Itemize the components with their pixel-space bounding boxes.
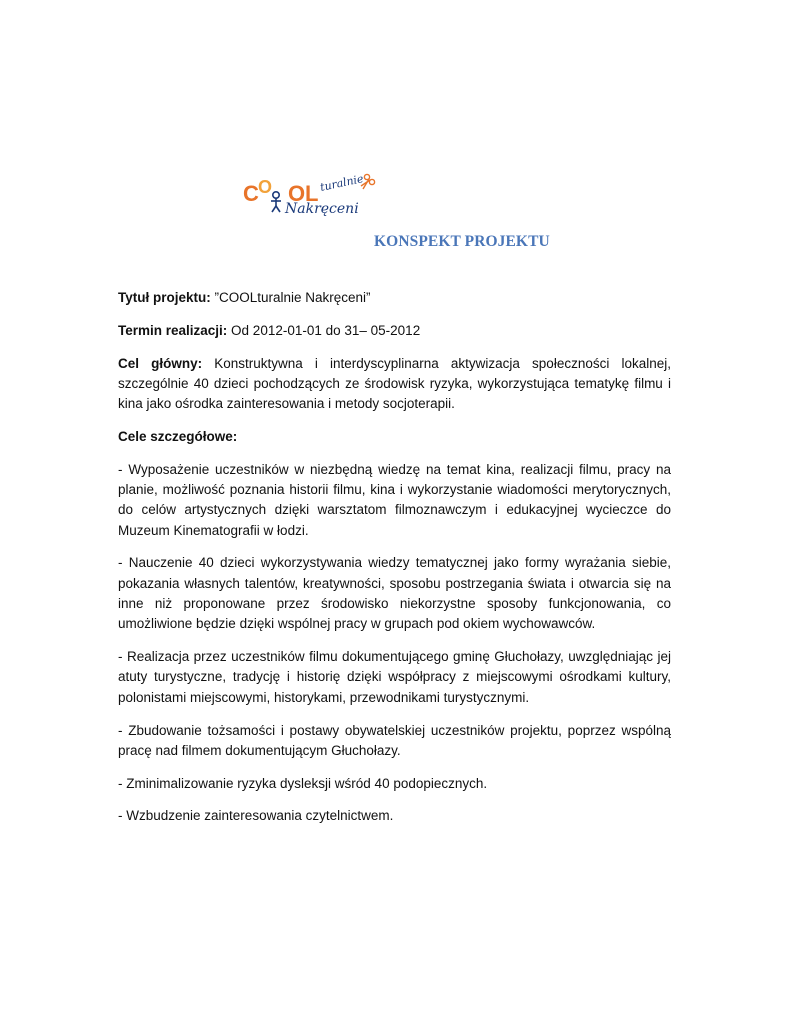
goal-item: - Nauczenie 40 dzieci wykorzystywania wiedzy tematycznej jako formy wyrażania siebie, pokazania własnych talentów, kreatywności, sposobu postrzegania świata i otwarcia się na inne niż proponowane przez środowisko niekorzystne sposoby funkcjonowania, co umożliwione będzie dzięki wspólnej pracy w grupach pod okiem wychowawców. (118, 555, 671, 632)
goal-item: - Zbudowanie tożsamości i postawy obywatelskiej uczestników projektu, poprzez wspólną pracę nad filmem dokumentującym Głuchołazy. (118, 722, 671, 758)
goal-item: - Wyposażenie uczestników w niezbędną wiedzę na temat kina, realizacji filmu, pracy na planie, możliwość poznania historii filmu, kina i wykorzystanie wiadomości merytorycznych, do celów artystycznych dzięki warsztatom filmoznawczym i edukacyjnej wycieczce do Muzeum Kinematografii w łodzi. (118, 461, 671, 538)
logo-letter-l: L (305, 181, 319, 206)
goal-item: - Realizacja przez uczestników filmu dokumentującego gminę Głuchołazy, uwzględniając jej atuty turystyczne, tradycję i historię dzięki współpracy z miejscowymi ośrodkami kultury, polonistami miejscowymi, historykami, przewodnikami turystycznymi. (118, 649, 671, 705)
project-term-paragraph (118, 321, 671, 341)
project-title-paragraph (118, 288, 671, 308)
logo-letter-c: C (243, 181, 259, 206)
figure-icon (271, 192, 281, 212)
goal-item: - Zminimalizowanie ryzyka dysleksji wśród 40 podopiecznych. (118, 775, 488, 791)
project-term-value: Od 2012-01-01 do 31– 05-2012 (227, 322, 421, 338)
project-title-label: Tytuł projektu: (118, 290, 211, 305)
project-logo (243, 170, 379, 220)
page-title: KONSPEKT PROJEKTU (374, 233, 550, 250)
logo-nakreceni: Nakręceni (285, 201, 359, 217)
logo-turalnie: turalnie (318, 172, 365, 194)
logo-letter-o1: O (258, 177, 273, 197)
document-body (118, 288, 671, 839)
goal-item: - Wzbudzenie zainteresowania czytelnictwem. (118, 808, 394, 824)
project-term-label: Termin realizacji: (118, 322, 228, 338)
main-goal-label: Cel główny: (118, 355, 203, 371)
detailed-goals-heading (118, 427, 671, 447)
project-title-value: ”COOLturalnie Nakręceni” (210, 290, 371, 305)
logo-letter-o2: O (288, 181, 306, 206)
main-goal-paragraph (118, 354, 671, 415)
main-goal-value: Konstruktywna i interdyscyplinarna aktywizacja społeczności lokalnej, szczególnie 40 dzieci pochodzących ze środowisk ryzyka, wykorzystująca tematykę filmu i kina jako ośrodka zainteresowania i metody socjoterapii. (118, 355, 671, 412)
detailed-goals-label: Cele szczegółowe: (118, 428, 238, 444)
